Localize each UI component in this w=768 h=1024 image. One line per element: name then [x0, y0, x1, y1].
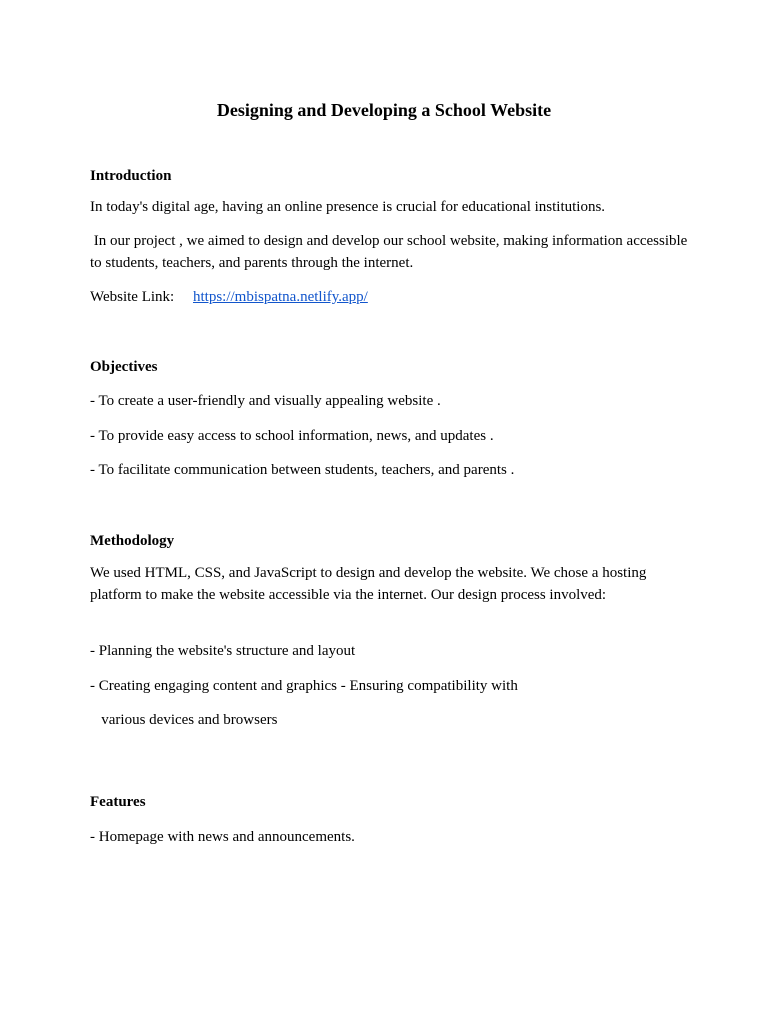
methodology-item: various devices and browsers [90, 712, 278, 728]
website-link[interactable]: https://mbispatna.netlify.app/ [193, 289, 368, 305]
objective-item: - To provide easy access to school information, news, and updates . [90, 428, 494, 444]
objective-item: - To facilitate communication between students, teachers, and parents . [90, 462, 515, 478]
document-title: Designing and Developing a School Website [216, 100, 552, 120]
feature-item: - Homepage with news and announcements. [90, 829, 355, 845]
website-link-line [90, 286, 690, 308]
introduction-paragraph-1: In today's digital age, having an online presence is crucial for educational institutions. [90, 199, 606, 215]
website-link-label: Website Link: [90, 289, 175, 305]
methodology-item: - Planning the website's structure and layout [90, 643, 356, 659]
objectives-heading: Objectives [90, 359, 158, 375]
methodology-heading: Methodology [90, 533, 175, 549]
methodology-item: - Creating engaging content and graphics - Ensuring compatibility with [90, 678, 518, 694]
methodology-paragraph: We used HTML, CSS, and JavaScript to design and develop the website. We chose a hosting platform to make the website accessible via the internet. Our design process involved: [90, 565, 647, 603]
objective-item: - To create a user-friendly and visually appealing website . [90, 393, 441, 409]
features-heading: Features [90, 794, 146, 810]
introduction-heading: Introduction [90, 168, 172, 184]
introduction-paragraph-2: In our project , we aimed to design and develop our school website, making information accessible to students, teachers, and parents through the internet. [90, 233, 692, 271]
